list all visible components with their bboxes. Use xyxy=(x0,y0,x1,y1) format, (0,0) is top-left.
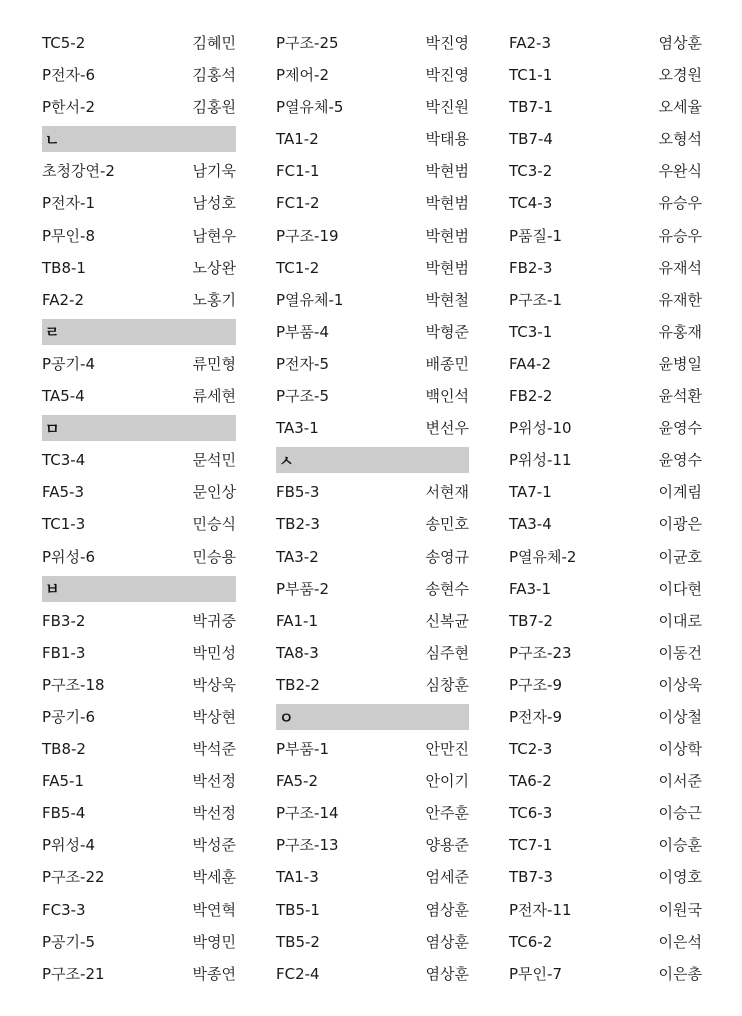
author-name: 박현범 xyxy=(425,194,469,213)
index-entry xyxy=(276,187,469,219)
author-name: 이균호 xyxy=(658,547,702,566)
index-entry xyxy=(509,59,702,91)
author-name: 염상훈 xyxy=(425,900,469,919)
author-name: 이원국 xyxy=(658,900,702,919)
index-entry xyxy=(509,27,702,59)
author-name: 박민성 xyxy=(192,643,236,662)
index-entry xyxy=(509,476,702,508)
session-code: P제어-2 xyxy=(276,66,329,85)
author-name: 윤병일 xyxy=(658,354,702,373)
author-name: 심주현 xyxy=(425,643,469,662)
author-name: 송민호 xyxy=(425,515,469,534)
author-name: 민승식 xyxy=(192,515,236,534)
session-code: FA5-3 xyxy=(42,483,85,502)
index-entry xyxy=(42,284,236,316)
author-name: 박선정 xyxy=(192,772,236,791)
index-entry xyxy=(509,605,702,637)
index-entry xyxy=(276,412,469,444)
session-code: P전자-6 xyxy=(42,66,95,85)
index-entry xyxy=(276,284,469,316)
session-code: TC3-1 xyxy=(509,322,553,341)
index-entry xyxy=(509,701,702,733)
session-code: FA4-2 xyxy=(509,354,552,373)
session-code: P열유체-2 xyxy=(509,547,577,566)
index-entry xyxy=(276,958,469,990)
author-name: 이상학 xyxy=(658,740,702,759)
author-name: 박석준 xyxy=(192,740,236,759)
author-name: 이영호 xyxy=(658,868,702,887)
author-name: 이대로 xyxy=(658,611,702,630)
session-code: P열유체-1 xyxy=(276,290,344,309)
author-name: 염상훈 xyxy=(658,34,702,52)
author-name: 이광은 xyxy=(658,515,702,534)
author-name: 유승우 xyxy=(658,226,702,245)
index-entry xyxy=(509,348,702,380)
session-code: TB8-2 xyxy=(42,740,86,759)
author-name: 류세현 xyxy=(192,387,236,406)
section-header-label: ㅂ xyxy=(42,576,236,602)
author-name: 박진영 xyxy=(425,34,469,52)
author-name: 박세훈 xyxy=(192,868,236,887)
author-name: 이계림 xyxy=(658,483,702,502)
author-name: 박귀중 xyxy=(192,611,236,630)
index-entry xyxy=(276,252,469,284)
index-entry xyxy=(276,123,469,155)
session-code: TB7-3 xyxy=(509,868,553,887)
session-code: P구조-21 xyxy=(42,964,105,983)
session-code: P무인-8 xyxy=(42,226,95,245)
session-code: FA1-1 xyxy=(276,611,319,630)
author-name: 안이기 xyxy=(425,772,469,791)
index-entry xyxy=(509,187,702,219)
index-entry xyxy=(276,605,469,637)
index-entry xyxy=(509,926,702,958)
section-header-label: ㅇ xyxy=(276,704,469,730)
session-code: TA6-2 xyxy=(509,772,552,791)
session-code: TA1-2 xyxy=(276,130,319,149)
index-entry xyxy=(509,573,702,605)
session-code: TC7-1 xyxy=(509,836,553,855)
session-code: FB2-3 xyxy=(509,258,553,277)
author-name: 노상완 xyxy=(192,258,236,277)
session-code: FB5-3 xyxy=(276,483,320,502)
author-name: 양용준 xyxy=(425,836,469,855)
session-code: TB2-3 xyxy=(276,515,320,534)
index-entry xyxy=(509,444,702,476)
section-header-label: ㄹ xyxy=(42,319,236,345)
session-code: TC2-3 xyxy=(509,740,553,759)
index-entry xyxy=(42,59,236,91)
section-header xyxy=(42,573,236,605)
session-code: TB2-2 xyxy=(276,675,320,694)
session-code: P무인-7 xyxy=(509,964,562,983)
session-code: P위성-11 xyxy=(509,451,572,470)
session-code: P구조-9 xyxy=(509,675,562,694)
index-entry xyxy=(42,765,236,797)
index-entry xyxy=(509,123,702,155)
session-code: P전자-9 xyxy=(509,707,562,726)
section-header-label: ㅅ xyxy=(276,447,469,473)
index-entry xyxy=(42,637,236,669)
author-name: 우완식 xyxy=(658,162,702,181)
session-code: P공기-5 xyxy=(42,932,95,951)
index-entry xyxy=(276,573,469,605)
index-entry xyxy=(276,155,469,187)
author-name: 류민형 xyxy=(192,354,236,373)
author-name: 박현범 xyxy=(425,162,469,181)
index-entry xyxy=(276,541,469,573)
index-entry xyxy=(276,476,469,508)
index-entry xyxy=(276,861,469,893)
index-entry xyxy=(509,765,702,797)
index-entry xyxy=(276,797,469,829)
author-name: 윤영수 xyxy=(658,419,702,438)
session-code: P공기-4 xyxy=(42,354,95,373)
index-entry xyxy=(42,669,236,701)
author-name: 이다현 xyxy=(658,579,702,598)
section-header xyxy=(276,444,469,476)
session-code: FA2-2 xyxy=(42,290,85,309)
author-name: 유홍재 xyxy=(658,322,702,341)
author-name: 변선우 xyxy=(425,419,469,438)
index-entry xyxy=(509,733,702,765)
session-code: FA2-3 xyxy=(509,34,552,52)
author-name: 남기욱 xyxy=(192,162,236,181)
session-code: TB7-2 xyxy=(509,611,553,630)
session-code: TC4-3 xyxy=(509,194,553,213)
index-entry xyxy=(509,669,702,701)
author-name: 박상욱 xyxy=(192,675,236,694)
session-code: TC6-3 xyxy=(509,804,553,823)
index-entry xyxy=(42,829,236,861)
author-name: 백인석 xyxy=(425,387,469,406)
index-entry xyxy=(509,316,702,348)
author-name: 심창훈 xyxy=(425,675,469,694)
index-entry xyxy=(42,444,236,476)
session-code: TA8-3 xyxy=(276,643,319,662)
session-code: TB5-2 xyxy=(276,932,320,951)
session-code: P열유체-5 xyxy=(276,98,344,117)
index-entry xyxy=(509,958,702,990)
index-entry xyxy=(276,348,469,380)
author-name: 유승우 xyxy=(658,194,702,213)
session-code: P품질-1 xyxy=(509,226,562,245)
session-code: P구조-1 xyxy=(509,290,562,309)
session-code: P전자-1 xyxy=(42,194,95,213)
index-entry xyxy=(42,926,236,958)
session-code: FA5-2 xyxy=(276,772,319,791)
index-entry xyxy=(509,155,702,187)
session-code: TA3-1 xyxy=(276,419,319,438)
session-code: TC1-3 xyxy=(42,515,86,534)
index-entry xyxy=(509,829,702,861)
author-name: 박선정 xyxy=(192,804,236,823)
author-name: 안만진 xyxy=(425,740,469,759)
author-name: 문석민 xyxy=(192,451,236,470)
index-column-2 xyxy=(276,27,469,990)
session-code: P구조-22 xyxy=(42,868,105,887)
session-code: P위성-10 xyxy=(509,419,572,438)
author-name: 송영규 xyxy=(425,547,469,566)
author-name: 박영민 xyxy=(192,932,236,951)
index-entry xyxy=(276,894,469,926)
index-entry xyxy=(42,958,236,990)
author-name: 이은총 xyxy=(658,964,702,983)
author-name: 박상현 xyxy=(192,707,236,726)
author-name: 오경원 xyxy=(658,66,702,85)
index-entry xyxy=(276,926,469,958)
index-entry xyxy=(42,861,236,893)
session-code: TB5-1 xyxy=(276,900,320,919)
index-entry xyxy=(42,797,236,829)
author-name: 염상훈 xyxy=(425,964,469,983)
session-code: TC1-1 xyxy=(509,66,553,85)
author-name: 박진영 xyxy=(425,66,469,85)
session-code: P구조-18 xyxy=(42,675,105,694)
author-name: 박연혁 xyxy=(192,900,236,919)
author-name: 박현범 xyxy=(425,226,469,245)
session-code: FC2-4 xyxy=(276,964,320,983)
session-code: TA3-4 xyxy=(509,515,552,534)
index-entry xyxy=(42,733,236,765)
author-name: 박성준 xyxy=(192,836,236,855)
index-entry xyxy=(42,380,236,412)
author-name: 박현철 xyxy=(425,290,469,309)
index-entry xyxy=(509,220,702,252)
author-name: 이상철 xyxy=(658,707,702,726)
author-name: 김홍원 xyxy=(192,98,236,117)
session-code: TA5-4 xyxy=(42,387,85,406)
index-entry xyxy=(42,252,236,284)
author-name: 윤영수 xyxy=(658,451,702,470)
index-entry xyxy=(276,91,469,123)
author-name: 박태용 xyxy=(425,130,469,149)
author-name: 오세율 xyxy=(658,98,702,117)
session-code: FC1-2 xyxy=(276,194,320,213)
session-code: P공기-6 xyxy=(42,707,95,726)
index-entry xyxy=(509,861,702,893)
index-entry xyxy=(509,541,702,573)
index-entry xyxy=(42,155,236,187)
author-name: 김혜민 xyxy=(192,34,236,52)
author-name: 이승근 xyxy=(658,804,702,823)
index-entry xyxy=(276,220,469,252)
session-code: TC3-2 xyxy=(509,162,553,181)
author-name: 이동건 xyxy=(658,643,702,662)
session-code: P전자-5 xyxy=(276,354,329,373)
index-entry xyxy=(42,894,236,926)
index-entry xyxy=(509,894,702,926)
index-entry xyxy=(276,637,469,669)
section-header-label: ㅁ xyxy=(42,415,236,441)
author-name: 이승훈 xyxy=(658,836,702,855)
session-code: FA5-1 xyxy=(42,772,85,791)
session-code: FB3-2 xyxy=(42,611,86,630)
author-name: 오형석 xyxy=(658,130,702,149)
session-code: P구조-13 xyxy=(276,836,339,855)
index-entry xyxy=(276,59,469,91)
session-code: TA3-2 xyxy=(276,547,319,566)
index-entry xyxy=(509,252,702,284)
author-name: 이은석 xyxy=(658,932,702,951)
index-entry xyxy=(42,220,236,252)
author-name: 염상훈 xyxy=(425,932,469,951)
session-code: TA7-1 xyxy=(509,483,552,502)
index-entry xyxy=(276,27,469,59)
index-entry xyxy=(509,380,702,412)
author-name: 유재한 xyxy=(658,290,702,309)
session-code: 초청강연-2 xyxy=(42,162,115,181)
session-code: P구조-19 xyxy=(276,226,339,245)
session-code: P전자-11 xyxy=(509,900,572,919)
session-code: FB5-4 xyxy=(42,804,86,823)
author-name: 박종연 xyxy=(192,964,236,983)
author-name: 박형준 xyxy=(425,322,469,341)
session-code: FA3-1 xyxy=(509,579,552,598)
session-code: P부품-2 xyxy=(276,579,329,598)
section-header xyxy=(42,412,236,444)
section-header xyxy=(276,701,469,733)
session-code: FB1-3 xyxy=(42,643,86,662)
author-name: 민승용 xyxy=(192,547,236,566)
index-entry xyxy=(42,476,236,508)
section-header-label: ㄴ xyxy=(42,126,236,152)
author-name: 배종민 xyxy=(425,354,469,373)
session-code: P한서-2 xyxy=(42,98,95,117)
session-code: P구조-14 xyxy=(276,804,339,823)
index-entry xyxy=(509,797,702,829)
index-entry xyxy=(276,380,469,412)
author-name: 남성호 xyxy=(192,194,236,213)
index-entry xyxy=(42,605,236,637)
author-name: 이상욱 xyxy=(658,675,702,694)
author-name: 문인상 xyxy=(192,483,236,502)
session-code: FC3-3 xyxy=(42,900,86,919)
session-code: P부품-4 xyxy=(276,322,329,341)
section-header xyxy=(42,316,236,348)
session-code: TC1-2 xyxy=(276,258,320,277)
author-name: 노홍기 xyxy=(192,290,236,309)
session-code: TB8-1 xyxy=(42,258,86,277)
index-entry xyxy=(42,348,236,380)
session-code: P위성-4 xyxy=(42,836,95,855)
session-code: TC5-2 xyxy=(42,34,86,52)
session-code: P부품-1 xyxy=(276,740,329,759)
author-name: 송현수 xyxy=(425,579,469,598)
index-entry xyxy=(509,91,702,123)
author-name: 김홍석 xyxy=(192,66,236,85)
session-code: TB7-1 xyxy=(509,98,553,117)
index-entry xyxy=(509,412,702,444)
author-name: 박현범 xyxy=(425,258,469,277)
session-code: FC1-1 xyxy=(276,162,320,181)
session-code: P위성-6 xyxy=(42,547,95,566)
index-entry xyxy=(509,284,702,316)
author-name: 박진원 xyxy=(425,98,469,117)
session-code: TC6-2 xyxy=(509,932,553,951)
index-entry xyxy=(276,316,469,348)
index-entry xyxy=(276,765,469,797)
index-entry xyxy=(42,541,236,573)
session-code: P구조-25 xyxy=(276,34,339,52)
index-entry xyxy=(42,508,236,540)
index-entry xyxy=(42,701,236,733)
author-name: 서현재 xyxy=(425,483,469,502)
author-name: 엄세준 xyxy=(425,868,469,887)
author-name: 남현우 xyxy=(192,226,236,245)
index-entry xyxy=(42,27,236,59)
session-code: TC3-4 xyxy=(42,451,86,470)
session-code: TB7-4 xyxy=(509,130,553,149)
author-name: 윤석환 xyxy=(658,387,702,406)
index-entry xyxy=(276,508,469,540)
author-name: 신복균 xyxy=(425,611,469,630)
index-entry xyxy=(276,829,469,861)
index-entry xyxy=(276,733,469,765)
session-code: P구조-5 xyxy=(276,387,329,406)
author-name: 이서준 xyxy=(658,772,702,791)
section-header xyxy=(42,123,236,155)
index-entry xyxy=(42,91,236,123)
index-entry xyxy=(276,669,469,701)
author-name: 안주훈 xyxy=(425,804,469,823)
index-entry xyxy=(42,187,236,219)
index-entry xyxy=(509,508,702,540)
index-column-3 xyxy=(509,27,702,990)
session-code: FB2-2 xyxy=(509,387,553,406)
index-entry xyxy=(509,637,702,669)
session-code: TA1-3 xyxy=(276,868,319,887)
session-code: P구조-23 xyxy=(509,643,572,662)
index-column-1 xyxy=(42,27,236,990)
author-name: 유재석 xyxy=(658,258,702,277)
